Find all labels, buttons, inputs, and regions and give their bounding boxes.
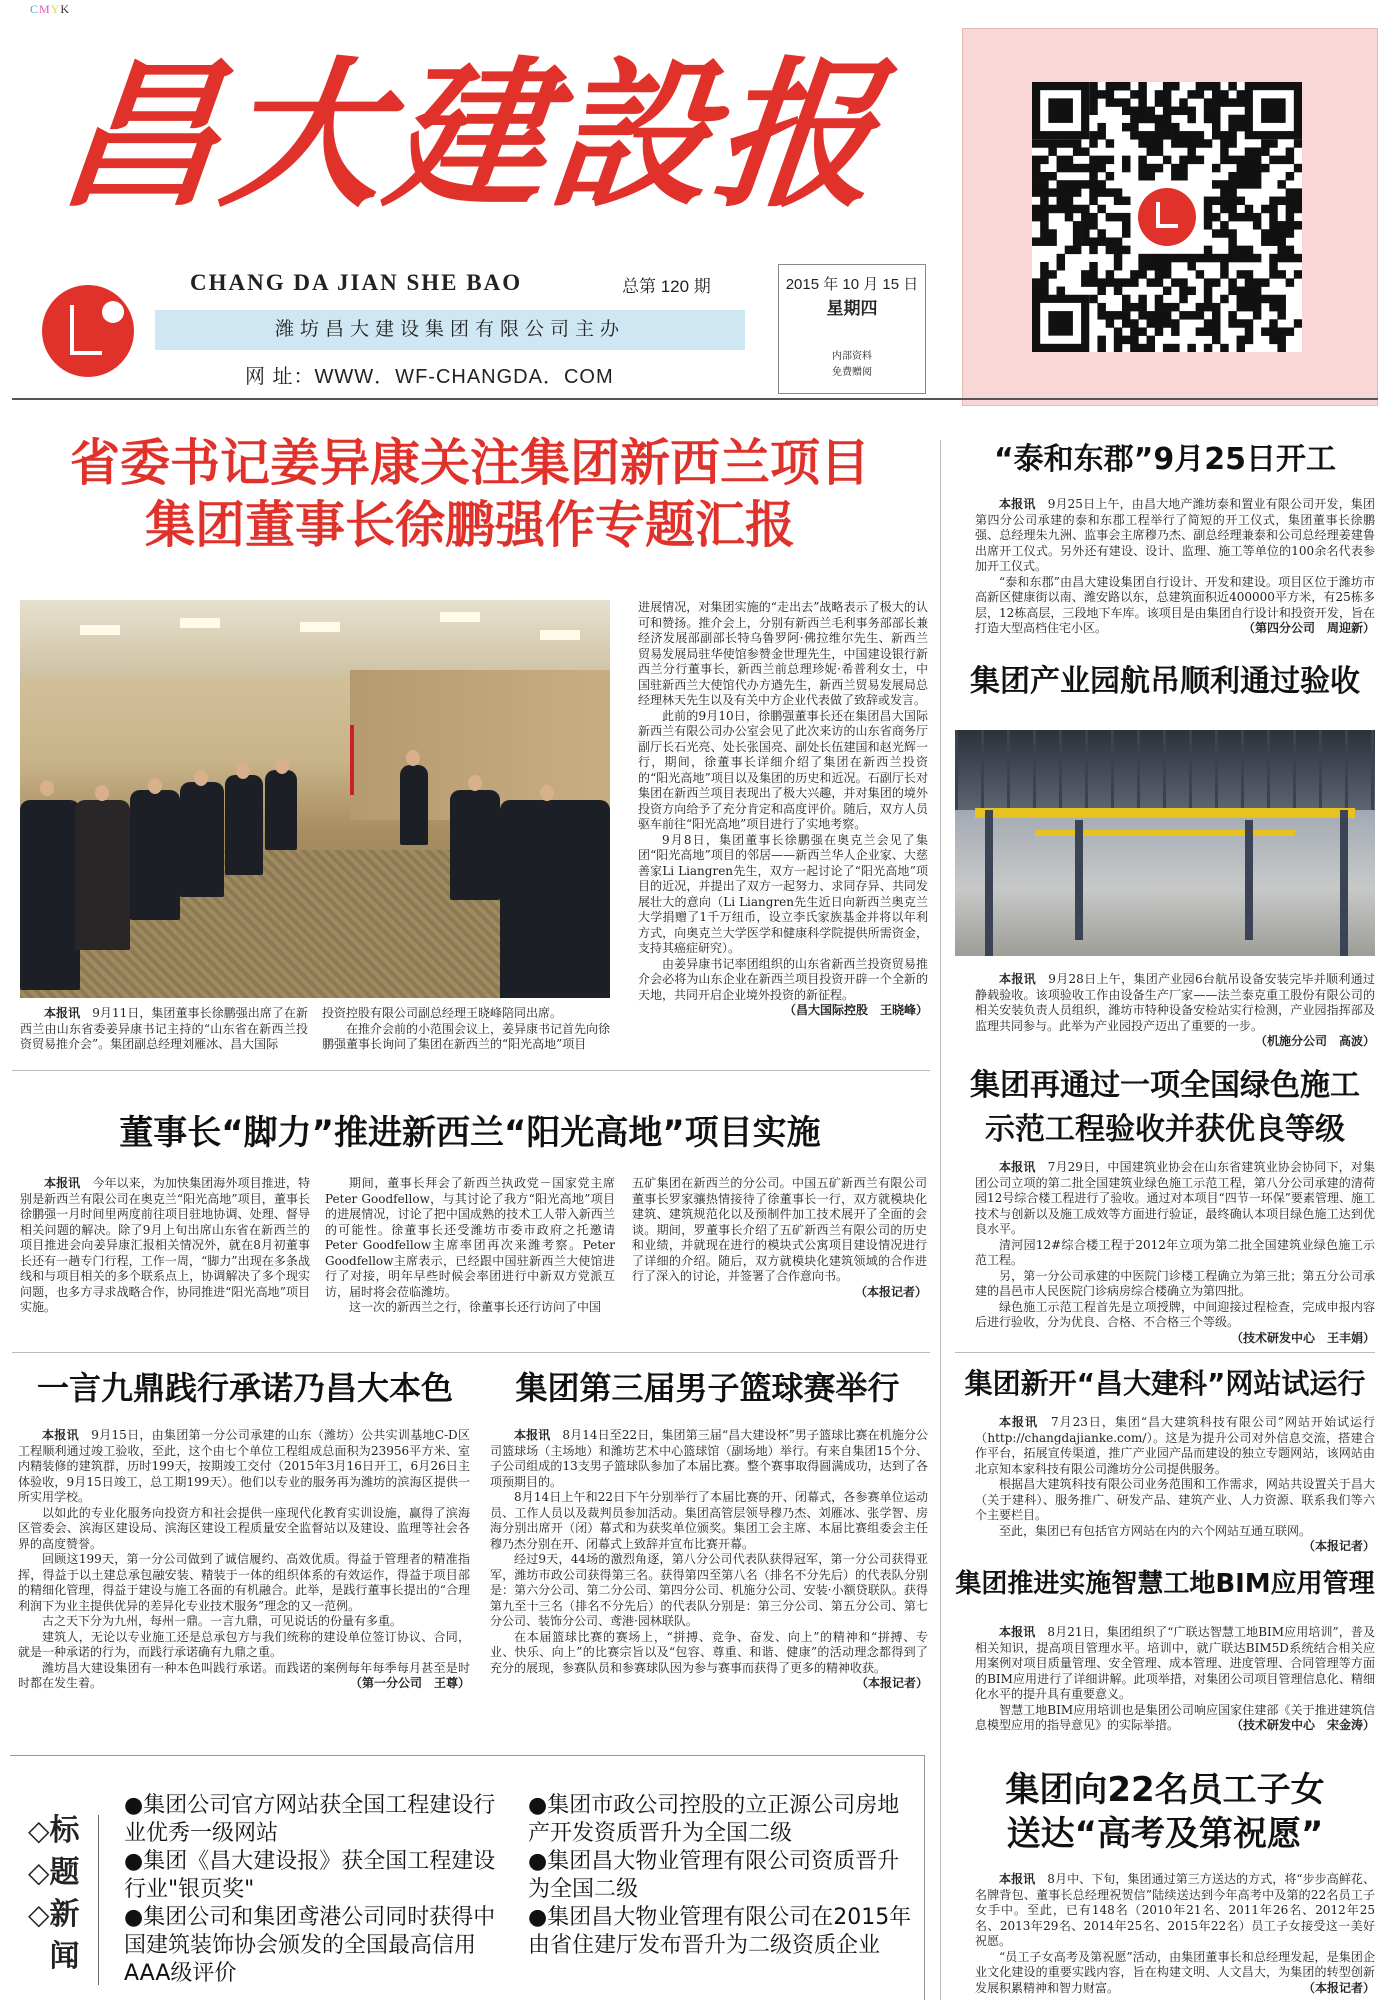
lead-label: 本报讯 [44, 1176, 81, 1190]
basketball-article [490, 1428, 928, 1692]
byline: （昌大国际控股 王晓峰） [783, 1003, 928, 1017]
bim-title: 集团推进实施智慧工地BIM应用管理 [955, 1569, 1375, 1599]
weekday: 星期四 [826, 299, 878, 318]
note-internal: 内部资料 [832, 351, 872, 362]
paragraph: 此前的9月10日，徐鹏强董事长还在集团昌大国际新西兰有限公司办公室会见了此次来访的山东省商务厅副厅长石光亮、处长张国亮、副处长伍建国和赵光辉一行，期间，徐董事长详细介绍了集团在新西兰投资的“阳光高地”项目以及集团的历史和近况。石副厅长对集团在新西兰项目表现出了极大兴趣，并对集团的境外投资方向给予了充分肯定和高度评价。随后，双方人员驱车前往“阳光高地”项目进行了实地考察。 [638, 708, 928, 831]
lead-label: 本报讯 [999, 1415, 1038, 1429]
factory-crane-photo [955, 730, 1375, 956]
paragraph: 根据昌大建筑科技有限公司业务范围和工作需求，网站共设置关于昌大（关于建科）、服务推广、研发产品、建筑产业、人力资源、联系我们等六个主要栏目。 [975, 1477, 1375, 1522]
date-box [778, 264, 926, 394]
paragraph: 回顾这199天，第一分公司做到了诚信履约、高效优质。得益于管理者的精准指挥，得益于以土建总承包融安装、精装于一体的组织体系的有效运作，得益于项目部的精细化管理，得益于建设与施工各面的有机融合。此举，是践行董事长提出的“合理利润下为业主提供优异的差异化专业技术服务”理念的又一范例。 [18, 1552, 470, 1613]
paragraph: 由姜异康书记率团组织的山东省新西兰投资贸易推介会必将为山东企业在新西兰项目投资开辟一个全新的天地，共同开启企业境外投资的新征程。 [638, 956, 928, 1002]
title-line: 集团再通过一项全国绿色施工 [970, 1068, 1360, 1103]
masthead-pinyin: CHANG DA JIAN SHE BAO [190, 270, 523, 295]
brief-news-item: ●集团公司和集团鸢港公司同时获得中国建筑装饰协会颁发的全国最高信用AAA级评价 [124, 1905, 496, 1986]
green-title [955, 1064, 1375, 1152]
lead-label: 本报讯 [999, 1160, 1036, 1174]
byline: （第四分公司 周迎新） [1242, 621, 1375, 635]
title-line: 集团向22名员工子女 [1005, 1770, 1325, 1810]
byline: （本报记者） [855, 1676, 928, 1690]
lead-label: 本报讯 [999, 972, 1036, 986]
paragraph: 8月14日上午和22日下午分别举行了本届比赛的开、闭幕式，各参赛单位运动员、工作人员以及裁判员参加活动。集团高管层领导穆乃杰、刘雁冰、张学智、房海分别出席开（闭）幕式和为获奖单位颁奖。集团工会主席、本届比赛组委会主任穆乃杰分别在开、闭幕式上致辞并宣布比赛开幕。 [490, 1490, 928, 1551]
label-char: 新 [49, 1897, 80, 1932]
bim-article [975, 1625, 1375, 1734]
headline-line-1: 省委书记姜异康关注集团新西兰项目 [70, 434, 870, 492]
issue-date: 2015 年 10 月 15 日 [785, 276, 919, 293]
label-divider [98, 1815, 99, 1985]
paragraph: 建筑人，无论以专业施工还是总承包方与我们统称的建设单位签订协议、合同，就是一种承诺的行为，而践行承诺确有九鼎之重。 [18, 1629, 470, 1659]
divider [955, 1352, 1375, 1353]
paragraph: 投资控股有限公司副总经理王晓峰陪同出席。 [322, 1006, 563, 1020]
label-char: 题 [49, 1855, 80, 1890]
promise-article [18, 1428, 470, 1692]
basketball-title: 集团第三届男子篮球赛举行 [515, 1369, 900, 1407]
paragraph: 期间，董事长拜会了新西兰执政党－国家党主席Peter Goodfellow，与其讨论了我方“阳光高地”项目的进展情况，讨论了把中国成熟的技术工人带入新西兰的可能性。徐董事长还受潍坊市委市政府之托邀请Peter Goodfellow主席率团再次来潍考察。Peter Goodfellow主席表示，已经跟中国驻新西兰大使馆进行了对接，明年早些时候会率团进行中新双方党派互访，届时将会莅临潍坊。 [325, 1176, 615, 1299]
lead-label: 本报讯 [999, 1872, 1036, 1886]
lead-label: 本报讯 [514, 1428, 551, 1442]
paragraph: 至此，集团已有包括官方网站在内的六个网站互通互联网。 [999, 1523, 1312, 1538]
note-free: 免费赠阅 [832, 367, 872, 378]
footwork-title: 董事长“脚力”推进新西兰“阳光高地”项目实施 [119, 1113, 821, 1153]
paragraph: 以如此的专业化服务向投资方和社会提供一座现代化教育实训设施，赢得了滨海区管委会、滨海区建设局、滨海区建设工程质量安全监督站以及建设、监理等社会各界的高度赞誉。 [18, 1505, 470, 1551]
taihe-title: “泰和东郡”9月25日开工 [993, 442, 1337, 477]
byline: （机施分公司 高波） [1254, 1034, 1375, 1048]
divider [12, 1070, 930, 1071]
paragraph: 9月11日，集团董事长徐鹏强出席了在新西兰由山东省委姜异康书记主持的“山东省在新西兰投资贸易推介会”。集团副总经理刘雁冰、昌大国际 [20, 1006, 308, 1051]
brief-news-label [28, 1810, 98, 1978]
lead-label: 本报讯 [999, 497, 1036, 511]
paragraph: 9月25日上午，由昌大地产潍坊泰和置业有限公司开发，集团第四分公司承建的泰和东郡工程举行了简短的开工仪式，集团董事长徐鹏强、总经理朱九洲、监事会主席穆乃杰、副总经理兼泰和公司总经理姜建鲁出席开工仪式。另外还有建设、设计、监理、施工等单位的100余名代表参加开工仪式。 [975, 497, 1375, 573]
top-headline [40, 432, 900, 556]
brief-news-item: ●集团市政公司控股的立正源公司房地产开发资质晋升为全国二级 [528, 1793, 900, 1846]
top-story-caption-col2 [322, 1006, 610, 1053]
top-story-caption-col1 [20, 1006, 308, 1053]
paragraph: 经过9天，44场的激烈角逐，第八分公司代表队获得冠军，第一分公司获得亚军，潍坊市政公司获得第三名。获得第四至第八名（排名不分先后）的代表队分别是：第六分公司、第二分公司、第四分公司、机施分公司、安装·小额贷联队。获得第九至十三名（排名不分先后）的代表队分别是：第三分公司、第五分公司、第七分公司、装饰分公司、鸢港·园林联队。 [490, 1552, 928, 1628]
brief-news-item: ●集团昌大物业管理有限公司资质晋升为全国二级 [528, 1849, 900, 1902]
brief-news-item: ●集团昌大物业管理有限公司在2015年由省住建厅发布晋升为二级资质企业 [528, 1905, 912, 1958]
top-story-body [638, 600, 928, 1019]
paragraph: 这一次的新西兰之行，徐董事长还行访问了中国 [349, 1300, 602, 1314]
gaokao-title [955, 1768, 1375, 1856]
byline: （本报记者） [1302, 1980, 1375, 1995]
sponsor-band: 潍坊昌大建设集团有限公司主办 [155, 310, 745, 350]
brief-news-col1 [124, 1792, 516, 1988]
masthead-divider [12, 398, 1378, 400]
headline-line-2: 集团董事长徐鹏强作专题汇报 [145, 496, 795, 554]
paragraph: 9月15日，由集团第一分公司承建的山东（潍坊）公共实训基地C-D区工程顺利通过竣工验收，至此，这个由七个单位工程组成总面积为23956平方米、室内精装修的建筑群，历时199天，按期竣工交付（2015年3月16日开工，6月26日主体验收，9月15日竣工，总工期199天）。他们以专业的服务再为潍坊的滨海区提供一所实用学校。 [18, 1428, 470, 1504]
footwork-col2 [325, 1176, 615, 1316]
green-article [975, 1160, 1375, 1346]
paragraph: 8月14日至22日，集团第三届“昌大建设杯”男子篮球比赛在机施分公司篮球场（主场地）和潍坊艺术中心篮球馆（副场地）举行。有来自集团15个分、子公司组成的13支男子篮球队参加了本届比赛。整个赛事取得圆满成功，达到了各项预期目的。 [490, 1428, 928, 1489]
brief-news-item: ●集团《昌大建设报》获全国工程建设行业"银页奖" [124, 1849, 496, 1902]
company-logo-icon [42, 285, 134, 377]
taihe-article [975, 497, 1375, 637]
paragraph: 进展情况，对集团实施的“走出去”战略表示了极大的认可和赞扬。推介会上，分别有新西兰毛利事务部部长兼经济发展部副部长特乌鲁罗阿·佛拉维尔先生、新西兰贸易发展局驻华使馆参赞金世理先生，中国建设银行新西兰分行董事长，新西兰前总理珍妮·希普利女士，中国驻新西兰大使馆代办方遒先生，新西兰贸易发展局总经理林天先生以及有关中方企业代表做了致辞或发言。 [638, 600, 928, 707]
mark-m: M [39, 2, 51, 16]
brief-news-col2 [528, 1792, 918, 1960]
byline: （技术研发中心 王丰娟） [1230, 1330, 1375, 1345]
byline: （本报记者） [854, 1284, 927, 1299]
paragraph: 今年以来，为加快集团海外项目推进，特别是新西兰有限公司在奥克兰“阳光高地”项目，董事长徐鹏强一月时间里两度前往项目驻地协调、处理、督导相关问题的解决。除了9月上旬出席山东省在新西兰的项目推进会向姜异康汇报相关情况外，就在8月初董事长还有一趟专门行程，工作一周，“脚力”出现在多条战线和与项目相关的多个联系点上，协调解决了多个现实问题，也多方寻求战略合作，协同推进“阳光高地”项目实施。 [20, 1176, 310, 1314]
paragraph: 7月23日，集团“昌大建筑科技有限公司”网站开始试运行（http://changdajianke.com/）。这是为提升公司对外信息交流，搭建合作平台，拓展宣传渠道，推广产业园产品而建设的独立专题网站，该网站由北京知本家科技有限公司潍坊分公司提供服务。 [975, 1415, 1375, 1476]
byline: （本报记者） [1302, 1539, 1375, 1553]
paragraph: 7月29日，中国建筑业协会在山东省建筑业协会协同下，对集团公司立项的第二批全国建筑业绿色施工示范工程，第八分公司承建的清荷园12号综合楼工程进行了验收。通过对本项目“四节一环保”要素管理、施工技术与创新以及施工成效等方面进行验证，最终确认本项目绿色施工达到优良水平。 [975, 1160, 1375, 1236]
website-article [975, 1415, 1375, 1555]
column-divider [940, 440, 941, 2000]
paragraph: 另，第一分公司承建的中医院门诊楼工程确立为第三批；第五分公司承建的昌邑市人民医院门诊病房综合楼确立为第四批。 [975, 1268, 1375, 1298]
diamond-icon: ◇ [28, 1856, 50, 1889]
paragraph: 智慧工地BIM应用培训也是集团公司响应国家住建部《关于推进建筑信息模型应用的指导意见》的实际举措。 [975, 1702, 1375, 1732]
brief-news-item: ●集团公司官方网站获全国工程建设行业优秀一级网站 [124, 1793, 496, 1846]
website-link[interactable]: 网 址：WWW．WF-CHANGDA．COM [245, 366, 614, 388]
label-char: 标 [49, 1813, 80, 1848]
lead-label: 本报讯 [999, 1625, 1036, 1639]
paragraph: 清河园12#综合楼工程于2012年立项为第二批全国建筑业绿色施工示范工程。 [975, 1237, 1375, 1267]
website-title: 集团新开“昌大建科”网站试运行 [964, 1367, 1366, 1400]
masthead-title: 昌大建設报 [50, 41, 890, 229]
footwork-col3 [632, 1176, 927, 1300]
paragraph: 8月21日，集团组织了“广联达智慧工地BIM应用培训”，普及相关知识，提高项目管理水平。培训中，就广联达BIM5D系统结合相关应用案例对项目质量管理、安全管理、成本管理、进度管理、合同管理等方面的BIM应用进行了详细讲解。此项举措，对集团公司项目管理信息化、精细化水平的提升具有重要意义。 [975, 1625, 1375, 1701]
paragraph: 绿色施工示范工程首先是立项授牌，中间迎接过程检查，完成申报内容后进行验收，分为优良、合格、不合格三个等级。 [975, 1299, 1375, 1329]
crane-title: 集团产业园航吊顺利通过验收 [970, 664, 1360, 699]
promise-title: 一言九鼎践行承诺乃昌大本色 [36, 1369, 453, 1407]
crane-article [975, 972, 1375, 1050]
lead-label: 本报讯 [42, 1428, 79, 1442]
meeting-photo [20, 600, 610, 998]
paragraph: 古之天下分为九州，每州一鼎。一言九鼎，可见说话的份量有多重。 [42, 1614, 403, 1628]
paragraph: “泰和东郡”由昌大建设集团自行设计、开发和建设。项目区位于潍坊市高新区健康街以南、潍安路以东，总建筑面积近400000平方米，有25栋多层，12栋高层，三段地下车库。该项目是由集团自行设计和投资开发，旨在打造大型高档住宅小区。 [975, 574, 1375, 635]
paragraph: 五矿集团在新西兰的分公司。中国五矿新西兰有限公司董事长罗家骧热情接待了徐董事长一行，双方就模块化建筑、建筑规范化以及预制件加工技术展开了全面的会谈。期间，罗董事长介绍了五矿新西兰有限公司的历史和业绩，并就现在进行的模块式公寓项目建设情况进行了详细的介绍。随后，双方就模块化建筑领域的合作进行了深入的讨论，并签署了合作意向书。 [632, 1176, 927, 1283]
print-color-marks [30, 2, 70, 17]
paragraph: 潍坊昌大建设集团有一种本色叫践行承诺。而践诺的案例每年每季每月甚至是时时都在发生着。 [18, 1660, 470, 1690]
paragraph: 9月8日，集团董事长徐鹏强在奥克兰会见了集团“阳光高地”项目的邻居——新西兰华人企业家、大慈善家Li Liangren先生，双方一起讨论了“阳光高地”项目的近况，并提出了双方一起努力、求同存异、共同发展壮大的意向（Li Liangren先生近日向新西兰奥克兰大学捐赠了1千万纽币，设立李氏家族基金并将以年利方式，向奥克兰大学医学和健康科学院提供所需资金，支持其癌症研究）。 [638, 832, 928, 955]
diamond-icon: ◇ [28, 1814, 50, 1847]
paragraph: 8月中、下旬，集团通过第三方送达的方式，将“步步高鲜花、名牌背包、董事长总经理祝贺信”陆续送达到今年高考中及第的22名员工子女手中。至此，已有148名（2010年21名、2011年26名、2012年25名、2013年29名、2014年25名、2015年22名）员工子女接受这一美好祝愿。 [975, 1872, 1375, 1948]
paragraph: 9月28日上午，集团产业园6台航吊设备安装完毕并顺利通过静载验收。该项验收工作由设备生产厂家——法兰泰克重工股份有限公司的相关安装负责人员组织，潍坊市特种设备安检站实行检测，产业园指挥部及监理共同参与。此举为产业园投产迈出了重要的一步。 [975, 972, 1375, 1033]
internal-note [779, 349, 925, 381]
paragraph: 在本届篮球比赛的赛场上，“拼搏、竞争、奋发、向上”的精神和“拼搏、专业、快乐、向上”的比赛宗旨以及“包容、尊重、和谐、健康”的活动理念都得到了充分的展现，参赛队员和参赛球队因为参与赛事而获得了更多的精神收获。 [490, 1629, 928, 1675]
mark-c: C [30, 2, 40, 16]
paragraph: “员工子女高考及第祝愿”活动，由集团董事长和总经理发起，是集团企业文化建设的重要实践内容，旨在构建文明、人文昌大，为集团的转型创新发展积累精神和智力财富。 [975, 1949, 1375, 1995]
title-line: 示范工程验收并获优良等级 [985, 1112, 1345, 1147]
qr-code-icon[interactable] [1032, 82, 1302, 352]
gaokao-article [975, 1872, 1375, 1996]
paragraph: 在推介会前的小范围会议上，姜异康书记首先向徐鹏强董事长询问了集团在新西兰的“阳光高地”项目 [322, 1021, 611, 1051]
lead-label: 本报讯 [44, 1006, 81, 1020]
mark-k: K [60, 2, 71, 16]
diamond-icon: ◇ [28, 1898, 50, 1931]
byline: （第一分公司 王尊） [349, 1676, 470, 1690]
title-line: 送达“高考及第祝愿” [1006, 1814, 1324, 1854]
divider [12, 1352, 930, 1353]
mark-y: Y [50, 2, 61, 16]
label-char: 闻 [49, 1939, 80, 1974]
issue-number: 总第 120 期 [622, 277, 711, 296]
footwork-col1 [20, 1176, 310, 1316]
byline: （技术研发中心 宋金涛） [1230, 1718, 1375, 1732]
